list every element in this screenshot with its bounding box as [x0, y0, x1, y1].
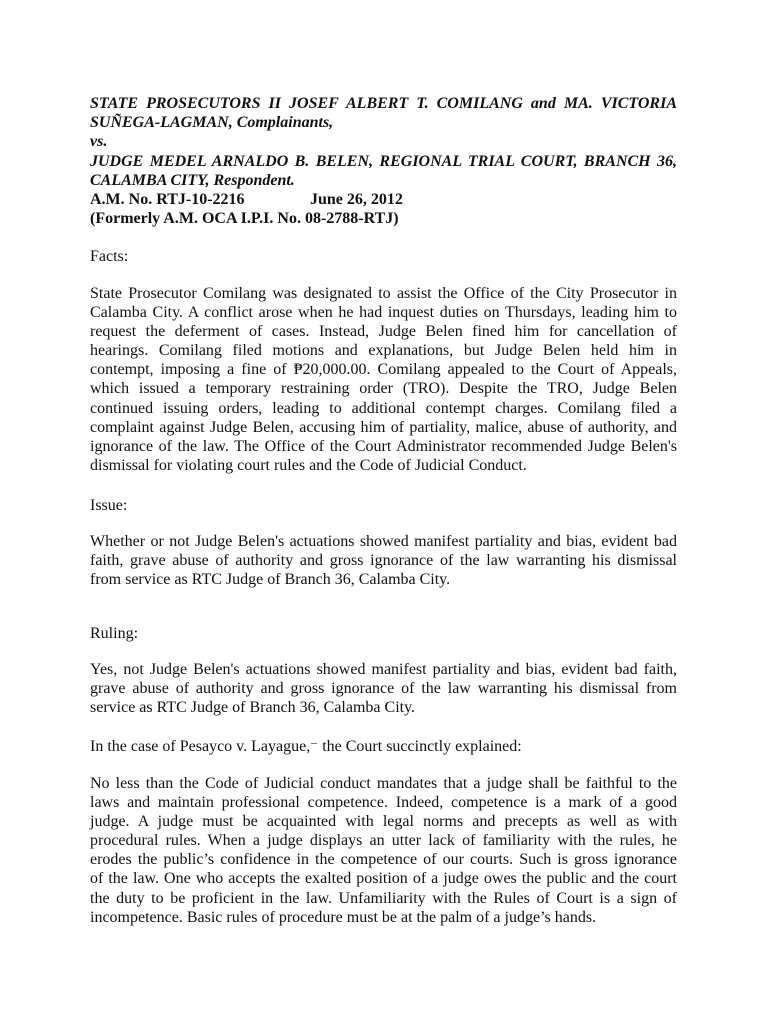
- paragraph-line: contempt, imposing a fine of ₱20,000.00. Comilang appealed to the Court of Appeals,: [90, 361, 677, 379]
- paragraph-line: Yes, not Judge Belen's actuations showed manifest partiality and bias, evident bad faith,: [90, 660, 677, 678]
- case-title-line: CALAMBA CITY, Respondent.: [90, 171, 295, 189]
- ruling-heading-block: [90, 624, 677, 643]
- paragraph-line: procedural rules. When a judge displays an utter lack of familiarity with the rules, he: [90, 832, 677, 850]
- facts-paragraph: [90, 284, 677, 476]
- issue-paragraph: [90, 532, 677, 590]
- paragraph-line: dismissal for violating court rules and the Code of Judicial Conduct.: [90, 457, 527, 475]
- ruling-paragraph: [90, 660, 677, 718]
- case-title-line: JUDGE MEDEL ARNALDO B. BELEN, REGIONAL TRIAL COURT, BRANCH 36,: [90, 152, 677, 170]
- ruling-heading: Ruling:: [90, 624, 139, 642]
- paragraph-line: grave abuse of authority and gross ignorance of the law warranting his dismissal from: [90, 679, 677, 697]
- paragraph-line: laws and maintain professional competence. Indeed, competence is a mark of a good: [90, 793, 677, 811]
- paragraph-line: Whether or not Judge Belen's actuations showed manifest partiality and bias, evident bad: [90, 532, 677, 550]
- case-number-line: [90, 190, 677, 209]
- paragraph-line: ignorance of the law. The Office of the Court Administrator recommended Judge Belen's: [90, 438, 677, 455]
- paragraph-line: request the deferment of cases. Instead, Judge Belen fined him for cancellation of: [90, 322, 677, 340]
- paragraph-line: which issued a temporary restraining order (TRO). Despite the TRO, Judge Belen: [90, 380, 677, 398]
- paragraph-line: incompetence. Basic rules of procedure must be at the palm of a judge’s hands.: [90, 908, 597, 926]
- paragraph-line: the duty to be proficient in the law. Unfamiliarity with the Rules of Court is a sign of: [90, 889, 677, 907]
- paragraph-line: continued issuing orders, leading to additional contempt charges. Comilang filed a: [90, 399, 677, 417]
- citation-text-before: In the case of Pesayco v. Layague,: [90, 737, 311, 755]
- footnote-link[interactable]: [311, 738, 317, 744]
- case-title-line: vs.: [90, 133, 108, 151]
- paragraph-line: service as RTC Judge of Branch 36, Calamba City.: [90, 698, 416, 716]
- citation-text-after: the Court succinctly explained:: [318, 737, 522, 755]
- paragraph-line: of the law. One who accepts the exalted position of a judge owes the public and the court: [90, 870, 677, 888]
- citation-block: [90, 737, 677, 756]
- paragraph-line: No less than the Code of Judicial conduct mandates that a judge shall be faithful to the: [90, 774, 677, 792]
- paragraph-line: judge. A judge must be acquainted with legal norms and precepts as well as with: [90, 812, 677, 830]
- issue-heading-block: [90, 496, 677, 515]
- paragraph-line: hearings. Comilang filed motions and explanations, but Judge Belen held him in: [90, 342, 677, 360]
- case-title-line: STATE PROSECUTORS II JOSEF ALBERT T. COMILANG and MA. VICTORIA: [90, 95, 677, 112]
- formerly-line: (Formerly A.M. OCA I.P.I. No. 08-2788-RTJ): [90, 210, 399, 228]
- paragraph-line: Calamba City. A conflict arose when he had inquest duties on Thursdays, leading him to: [90, 303, 677, 321]
- facts-heading: Facts:: [90, 247, 129, 265]
- paragraph-line: from service as RTC Judge of Branch 36, Calamba City.: [90, 570, 451, 588]
- citation-line: [90, 737, 677, 756]
- paragraph-line: erodes the public’s confidence in the competence of our courts. Such is gross ignorance: [90, 851, 677, 869]
- case-number: A.M. No. RTJ-10-2216: [90, 190, 245, 208]
- case-header: [90, 94, 677, 228]
- paragraph-line: complaint against Judge Belen, accusing him of partiality, malice, abuse of authority, and: [90, 418, 677, 436]
- facts-heading-block: [90, 247, 677, 266]
- paragraph-line: State Prosecutor Comilang was designated to assist the Office of the City Prosecutor in: [90, 284, 677, 302]
- case-title-line: SUÑEGA-LAGMAN, Complainants,: [90, 114, 334, 132]
- case-date: June 26, 2012: [310, 190, 403, 208]
- issue-heading: Issue:: [90, 496, 128, 514]
- paragraph-line: faith, grave abuse of authority and gross ignorance of the law warranting his dismissal: [90, 551, 677, 569]
- quote-paragraph: [90, 774, 677, 928]
